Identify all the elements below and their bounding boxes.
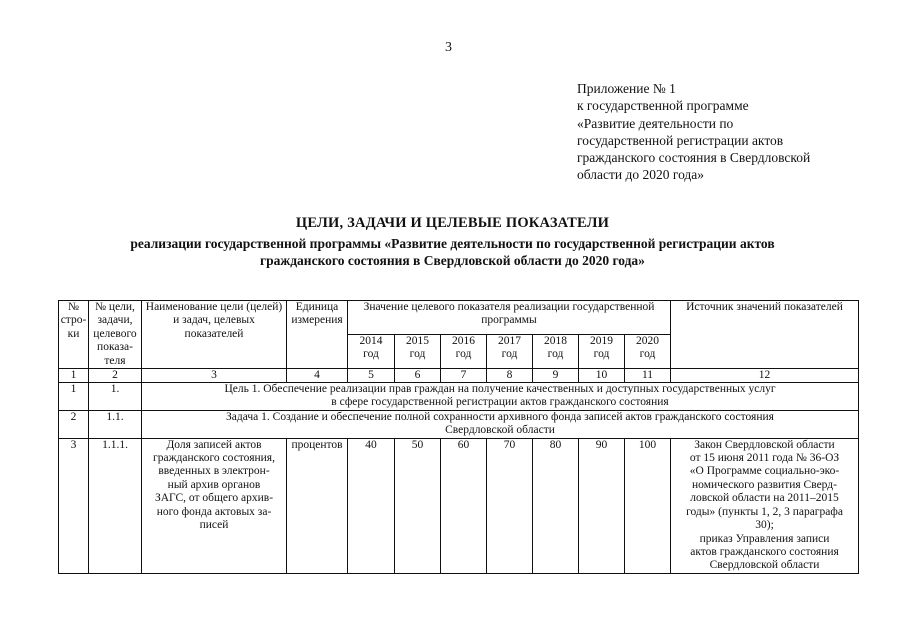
- indicator-source: Закон Свердловской области от 15 июня 2011 года № 36-ОЗ «О Программе социально-эко- номического развития Сверд- ловской области на 2011–2015 годы» (пункты 1, 2, 3 параграфа 30); приказ Управления записи актов гражданского состояния Свердловской области: [671, 438, 859, 573]
- appendix-line: гражданского состояния в Свердловской: [577, 150, 811, 166]
- indicator-number: 1.1.1.: [89, 438, 142, 573]
- header-values-group: Значение целевого показателя реализации государственной программы: [348, 301, 671, 335]
- goal-number: 1.: [89, 383, 142, 411]
- column-number: 1: [59, 369, 89, 383]
- appendix-line: «Развитие деятельности по: [577, 115, 734, 131]
- indicator-name: Доля записей актов гражданского состояния, введенных в электрон- ный архив органов ЗАГС, от общего архив- ного фонда актовых за- писей: [142, 438, 287, 573]
- goal-row: [59, 383, 859, 411]
- header-indicator-name: Наименование цели (целей) и задач, целевых показателей: [142, 301, 287, 369]
- indicator-value-2019: 90: [579, 438, 625, 573]
- header-year-2014: 2014 год: [348, 335, 395, 369]
- appendix-line: к государственной программе: [577, 98, 749, 114]
- header-year-2019: 2019 год: [579, 335, 625, 369]
- task-number: 1.1.: [89, 410, 142, 438]
- header-source: Источник значений показателей: [671, 301, 859, 369]
- indicator-value-2018: 80: [533, 438, 579, 573]
- header-year-2016: 2016 год: [441, 335, 487, 369]
- row-number: 3: [59, 438, 89, 573]
- column-number: 11: [625, 369, 671, 383]
- column-number-row: [59, 369, 859, 383]
- header-year-2017: 2017 год: [487, 335, 533, 369]
- header-unit: Единица измерения: [287, 301, 348, 369]
- column-number: 12: [671, 369, 859, 383]
- row-number: 1: [59, 383, 89, 411]
- column-number: 3: [142, 369, 287, 383]
- appendix-line: области до 2020 года»: [577, 167, 705, 183]
- header-year-2018: 2018 год: [533, 335, 579, 369]
- column-number: 5: [348, 369, 395, 383]
- indicator-value-2017: 70: [487, 438, 533, 573]
- document-subtitle-line2: гражданского состояния в Свердловской области до 2020 года»: [260, 253, 645, 268]
- document-subtitle-line1: реализации государственной программы «Развитие деятельности по государственной регистрации актов: [130, 236, 775, 251]
- header-row-number: № стро- ки: [59, 301, 89, 369]
- indicator-value-2015: 50: [395, 438, 441, 573]
- column-number: 8: [487, 369, 533, 383]
- header-goal-number: № цели, задачи, целевого показа- теля: [89, 301, 142, 369]
- column-number: 6: [395, 369, 441, 383]
- row-number: 2: [59, 410, 89, 438]
- appendix-note: [577, 80, 877, 184]
- header-row: [59, 301, 859, 335]
- column-number: 2: [89, 369, 142, 383]
- appendix-line: Приложение № 1: [577, 81, 676, 96]
- indicator-value-2014: 40: [348, 438, 395, 573]
- column-number: 4: [287, 369, 348, 383]
- appendix-line: государственной регистрации актов: [577, 132, 784, 148]
- indicators-table: [58, 300, 859, 574]
- task-text: Задача 1. Создание и обеспечение полной сохранности архивного фонда записей актов гражданского состояния Свердловской области: [142, 410, 859, 438]
- document-title: ЦЕЛИ, ЗАДАЧИ И ЦЕЛЕВЫЕ ПОКАЗАТЕЛИ: [295, 215, 610, 231]
- column-number: 10: [579, 369, 625, 383]
- indicator-value-2020: 100: [625, 438, 671, 573]
- goal-text: Цель 1. Обеспечение реализации прав граждан на получение качественных и доступных государственных услуг в сфере государственной регистрации актов гражданского состояния: [142, 383, 859, 411]
- column-number: 7: [441, 369, 487, 383]
- indicator-row: [59, 438, 859, 573]
- header-year-2015: 2015 год: [395, 335, 441, 369]
- column-number: 9: [533, 369, 579, 383]
- header-year-2020: 2020 год: [625, 335, 671, 369]
- indicator-value-2016: 60: [441, 438, 487, 573]
- task-row: [59, 410, 859, 438]
- page-number: 3: [445, 40, 452, 55]
- indicator-unit: процентов: [287, 438, 348, 573]
